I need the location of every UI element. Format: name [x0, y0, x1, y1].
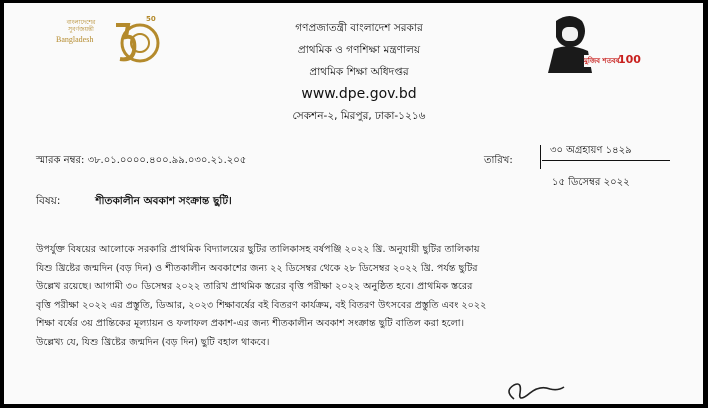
- subject-text: শীতকালীন অবকাশ সংক্রান্ত ছুটি।: [95, 195, 232, 207]
- memo-number: ৩৮.০১.০০০০.৪০০.৯৯.০৩০.২১.২০৫: [87, 155, 247, 166]
- ministry-title: প্রাথমিক ও গণশিক্ষা মন্ত্রণালয়: [297, 44, 421, 56]
- body-line: উল্লেখ রয়েছে। আগামী ৩০ ডিসেম্বর ২০২২ তারিখ প্রাথমিক স্তরের বৃত্তি পরীক্ষা ২০২২ অনুষ্ঠিত হবে। প্রাথমিক স্তরের: [36, 281, 473, 293]
- date-english: ১৫ ডিসেম্বর ২০২২: [552, 177, 630, 188]
- document-page: [4, 3, 703, 404]
- letterhead: [164, 17, 554, 127]
- mujib-caption: মুজিব শতবর্ষ: [584, 57, 620, 65]
- subject-label: বিষয়:: [36, 195, 61, 207]
- jubilee-emblem-icon: [112, 17, 162, 67]
- jubilee-number: 50: [146, 15, 156, 23]
- body-line: শিক্ষা বর্ষের ৩য় প্রান্তিকের মূল্যায়ন ও ফলাফল প্রকাশ-এর জন্য শীতকালীন অবকাশ সংক্রান্ত ছুটি বাতিল করা হলো।: [36, 318, 465, 330]
- website-link[interactable]: www.dpe.gov.bd: [301, 86, 417, 102]
- date-divider: [542, 160, 670, 161]
- mujib-centenary-logo: [544, 13, 644, 77]
- golden-jubilee-logo: [52, 13, 170, 71]
- centenary-number: 100: [618, 53, 641, 66]
- body-line: যিশু খ্রিষ্টের জন্মদিন (বড় দিন) ও শীতকালীন অবকাশের জন্য ২২ ডিসেম্বর থেকে ২৮ ডিসেম্বর ২০২২ খ্রি. পর্যন্ত ছুটির: [36, 262, 478, 274]
- body-line: উল্লেখ্য যে, যিশু খ্রিষ্টের জন্মদিন (বড় দিন) ছুটি বহাল থাকবে।: [36, 336, 270, 348]
- office-address: সেকশন-২, মিরপুর, ঢাকা-১২১৬: [292, 110, 426, 122]
- directorate-title: প্রাথমিক শিক্ষা অধিদপ্তর: [309, 66, 409, 78]
- memo-label: স্মারক নম্বর:: [36, 155, 85, 166]
- date-label: তারিখ:: [484, 155, 513, 166]
- date-bangla: ৩০ অগ্রহায়ণ ১৪২৯: [550, 145, 632, 156]
- date-bracket: [540, 145, 543, 169]
- subject-line: [36, 194, 232, 211]
- government-title: গণপ্রজাতন্ত্রী বাংলাদেশ সরকার: [295, 22, 423, 34]
- date-block: [484, 141, 674, 189]
- memo-reference: [36, 153, 246, 170]
- golden-jubilee-caption: বাংলাদেশের সুবর্ণজয়ন্তী: [66, 19, 96, 33]
- golden-jubilee-text: Bangladesh: [56, 35, 94, 44]
- body-line: বৃত্তি পরীক্ষা ২০২২ এর প্রস্তুতি, ডিআর, ২০২৩ শিক্ষাবর্ষের বই বিতরণ কার্যক্রম, বই বিতরণ উৎসবের প্রস্তুতি এবং ২০২২: [36, 299, 487, 311]
- letter-body: [36, 241, 678, 353]
- body-line: উপর্যুক্ত বিষয়ের আলোকে সরকারি প্রাথমিক বিদ্যালয়ের ছুটির তালিকাসহ বর্ষপঞ্জি ২০২২ খ্রি. অনুযায়ী ছুটির তালিকায়: [36, 244, 480, 255]
- signature-icon: [500, 373, 570, 404]
